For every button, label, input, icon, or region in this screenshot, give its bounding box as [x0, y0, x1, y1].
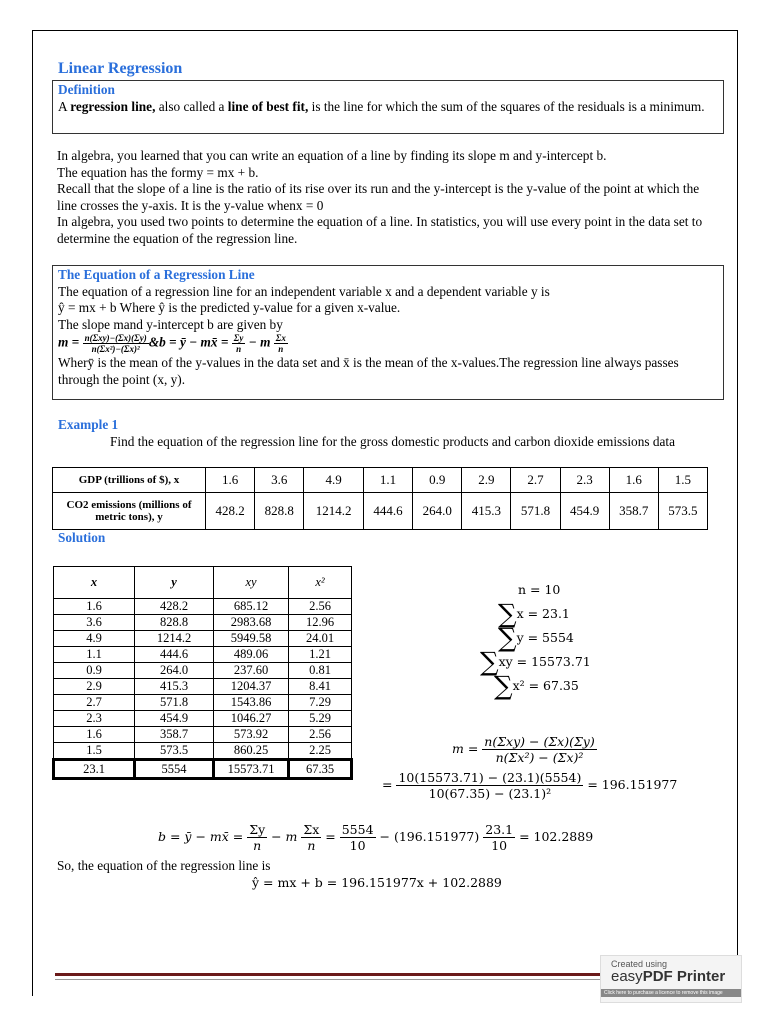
- table-cell: 2983.68: [214, 615, 289, 631]
- denominator: n(Σx²) − (Σx)²: [495, 750, 584, 765]
- sum-xy: xy = 15573.71: [498, 654, 591, 669]
- m-result: = 196.151977: [587, 777, 678, 792]
- numerator: n(Σxy) − (Σx)(Σy): [484, 734, 595, 749]
- sum-x2: x² = 67.35: [512, 678, 579, 693]
- table-cell: 2.56: [289, 727, 352, 743]
- co2-cell: 415.3: [462, 493, 511, 530]
- text: is the line for which the sum of the squares of the residuals is a minimum.: [308, 98, 705, 114]
- table-cell: 1.6: [54, 599, 135, 615]
- denominator: n: [278, 344, 284, 354]
- gdp-cell: 1.6: [609, 468, 658, 493]
- sigma-icon: ∑: [498, 623, 517, 654]
- gdp-cell: 0.9: [413, 468, 462, 493]
- header-x: x: [54, 567, 135, 599]
- table-cell: 415.3: [135, 679, 214, 695]
- easypdf-badge[interactable]: [600, 955, 742, 1003]
- paragraph: In algebra, you used two points to determine the equation of a line. In statistics, you will use every point in the data set to determine the equation of the regression line.: [57, 214, 703, 246]
- paragraph: The slope mand y-intercept b are given by: [58, 316, 283, 332]
- table-row: [54, 631, 352, 647]
- sigma-icon: ∑: [494, 671, 513, 702]
- denominator: n: [236, 344, 242, 354]
- table-cell: 571.8: [135, 695, 214, 711]
- text: A: [58, 98, 71, 114]
- header-xy: xy: [214, 567, 289, 599]
- table-cell: 573.5: [135, 743, 214, 760]
- sigma-icon: ∑: [480, 647, 499, 678]
- license-link[interactable]: Click here to purchase a licence to remove this image: [601, 989, 741, 997]
- table-row: [54, 647, 352, 663]
- table-cell: 0.9: [54, 663, 135, 679]
- gdp-cell: 2.7: [511, 468, 560, 493]
- table-row: [54, 711, 352, 727]
- table-cell: 1.1: [54, 647, 135, 663]
- table-cell: 2.3: [54, 711, 135, 727]
- table-row: [54, 599, 352, 615]
- gdp-cell: 3.6: [255, 468, 304, 493]
- table-cell: 5949.58: [214, 631, 289, 647]
- co2-cell: 444.6: [363, 493, 412, 530]
- b-result: = 102.2889: [515, 829, 594, 844]
- term: regression line,: [70, 98, 156, 114]
- text: also called a: [155, 98, 228, 114]
- table-cell: 2.7: [54, 695, 135, 711]
- table-row: [54, 615, 352, 631]
- paragraph: ŷ = mx + b Where ŷ is the predicted y-value for a given x-value.: [58, 300, 401, 315]
- table-cell: 7.29: [289, 695, 352, 711]
- definition-box: [52, 80, 724, 134]
- table-cell: 2.56: [289, 599, 352, 615]
- denominator: n(Σx²)−(Σx)²: [91, 344, 140, 354]
- numerator: n(Σxy)−(Σx)(Σy): [84, 333, 147, 343]
- paragraph: Wherȳ is the mean of the y-values in the data set and x̄ is the mean of the x-values.The regression line always passes through the point (x, y).: [58, 355, 679, 387]
- gdp-cell: 4.9: [304, 468, 364, 493]
- table-cell: 2.25: [289, 743, 352, 760]
- m-computation: = $\frac{10(15573.71) - (23.1)(5554)}{\text{10(67.35) − (23.1)²}}$ = 196.151977: [382, 770, 678, 801]
- gdp-cell: 1.1: [363, 468, 412, 493]
- table-row: [54, 679, 352, 695]
- co2-cell: 828.8: [255, 493, 304, 530]
- co2-cell: 264.0: [413, 493, 462, 530]
- gdp-cell: 2.9: [462, 468, 511, 493]
- sum-y: y = 5554: [516, 630, 574, 645]
- table-row: [54, 727, 352, 743]
- header-y: y: [135, 567, 214, 599]
- intro-text: [57, 148, 722, 247]
- conclusion: So, the equation of the regression line is: [57, 858, 271, 873]
- paragraph: In algebra, you learned that you can write an equation of a line by finding its slope m and y-intercept b.: [57, 148, 607, 163]
- equals: =: [321, 829, 340, 844]
- denominator: n: [307, 838, 316, 853]
- b-computation: [158, 822, 593, 853]
- table-cell: 444.6: [135, 647, 214, 663]
- table-cell: 685.12: [214, 599, 289, 615]
- table-cell: 5.29: [289, 711, 352, 727]
- total-cell: 5554: [135, 760, 214, 779]
- b-lhs: &b = ȳ − mx̄ =: [148, 334, 232, 350]
- m-lhs: m =: [58, 334, 83, 350]
- definition-heading: Definition: [58, 82, 115, 97]
- sum-x: x = 23.1: [516, 606, 570, 621]
- final-equation: ŷ = mx + b = 196.151977x + 102.2889: [252, 875, 502, 890]
- total-cell: 67.35: [289, 760, 352, 779]
- table-cell: 358.7: [135, 727, 214, 743]
- total-cell: 15573.71: [214, 760, 289, 779]
- gdp-cell: 1.6: [206, 468, 255, 493]
- badge-brand: easy: [611, 968, 643, 985]
- sums-block: [440, 578, 640, 702]
- table-cell: 1543.86: [214, 695, 289, 711]
- numerator: Σx: [303, 822, 320, 837]
- numerator: 5554: [341, 822, 374, 837]
- table-cell: 4.9: [54, 631, 135, 647]
- table-cell: 860.25: [214, 743, 289, 760]
- equation-heading: The Equation of a Regression Line: [58, 267, 255, 282]
- total-cell: 23.1: [54, 760, 135, 779]
- solution-table: [52, 566, 353, 780]
- numerator: Σy: [233, 333, 244, 343]
- numerator: 10(15573.71) − (23.1)(5554): [398, 770, 582, 785]
- numerator: 23.1: [485, 822, 514, 837]
- denominator: 10: [491, 838, 508, 853]
- slope-term: − (196.151977): [375, 829, 480, 844]
- b-lhs: b = ȳ − mx̄ =: [158, 829, 248, 844]
- numerator: Σx: [275, 333, 286, 343]
- denominator: 10(67.35) − (23.1)²: [428, 786, 552, 801]
- table-row: [54, 663, 352, 679]
- table-cell: 24.01: [289, 631, 352, 647]
- row-label-co2: CO2 emissions (millions of metric tons), y: [53, 493, 206, 530]
- denominator: n: [253, 838, 262, 853]
- co2-cell: 571.8: [511, 493, 560, 530]
- solution-heading: Solution: [58, 530, 106, 545]
- table-cell: 1214.2: [135, 631, 214, 647]
- minus-m: − m: [245, 334, 271, 350]
- equation-box: [52, 265, 724, 400]
- table-cell: 489.06: [214, 647, 289, 663]
- minus-m: − m: [267, 829, 298, 844]
- gdp-cell: 1.5: [658, 468, 707, 493]
- table-cell: 12.96: [289, 615, 352, 631]
- table-cell: 454.9: [135, 711, 214, 727]
- footer-rule: [55, 973, 600, 976]
- table-cell: 2.9: [54, 679, 135, 695]
- term: line of best fit,: [227, 98, 309, 114]
- table-cell: 1.5: [54, 743, 135, 760]
- table-row: [54, 743, 352, 760]
- m-formula: [452, 734, 597, 765]
- table-cell: 1.6: [54, 727, 135, 743]
- badge-brand: PDF Printer: [642, 968, 726, 985]
- badge-text: Created using: [611, 959, 668, 969]
- co2-cell: 573.5: [658, 493, 707, 530]
- totals-row: [54, 760, 352, 779]
- table-cell: 428.2: [135, 599, 214, 615]
- co2-cell: 1214.2: [304, 493, 364, 530]
- table-cell: 3.6: [54, 615, 135, 631]
- example-prompt: Find the equation of the regression line for the gross domestic products and carbon dioxide emissions data: [110, 434, 675, 449]
- paragraph: The equation of a regression line for an independent variable x and a dependent variable y is: [58, 283, 550, 299]
- table-cell: 8.41: [289, 679, 352, 695]
- table-cell: 1.21: [289, 647, 352, 663]
- row-label-gdp: GDP (trillions of $), x: [53, 468, 206, 493]
- table-cell: 1204.37: [214, 679, 289, 695]
- paragraph: Recall that the slope of a line is the ratio of its rise over its run and the y-intercept is the y-value of the point at which the line crosses the y-axis. It is the y-value whenx = 0: [57, 181, 700, 213]
- m-lhs: m =: [452, 741, 483, 756]
- page-title: Linear Regression: [58, 60, 183, 77]
- denominator: 10: [349, 838, 366, 853]
- table-cell: 1046.27: [214, 711, 289, 727]
- data-table: [52, 467, 708, 530]
- footer-rule: [55, 979, 600, 980]
- table-cell: 264.0: [135, 663, 214, 679]
- paragraph: The equation has the formy = mx + b.: [57, 164, 259, 180]
- table-cell: 237.60: [214, 663, 289, 679]
- sum-n: n = 10: [518, 582, 561, 597]
- gdp-cell: 2.3: [560, 468, 609, 493]
- table-cell: 573.92: [214, 727, 289, 743]
- table-cell: 828.8: [135, 615, 214, 631]
- co2-cell: 358.7: [609, 493, 658, 530]
- header-x2: x²: [289, 567, 352, 599]
- co2-cell: 454.9: [560, 493, 609, 530]
- numerator: Σy: [249, 822, 266, 837]
- co2-cell: 428.2: [206, 493, 255, 530]
- table-cell: 0.81: [289, 663, 352, 679]
- example-heading: Example 1: [58, 417, 119, 432]
- sigma-icon: ∑: [498, 599, 517, 630]
- slope-formula: [58, 333, 718, 355]
- table-row: [54, 695, 352, 711]
